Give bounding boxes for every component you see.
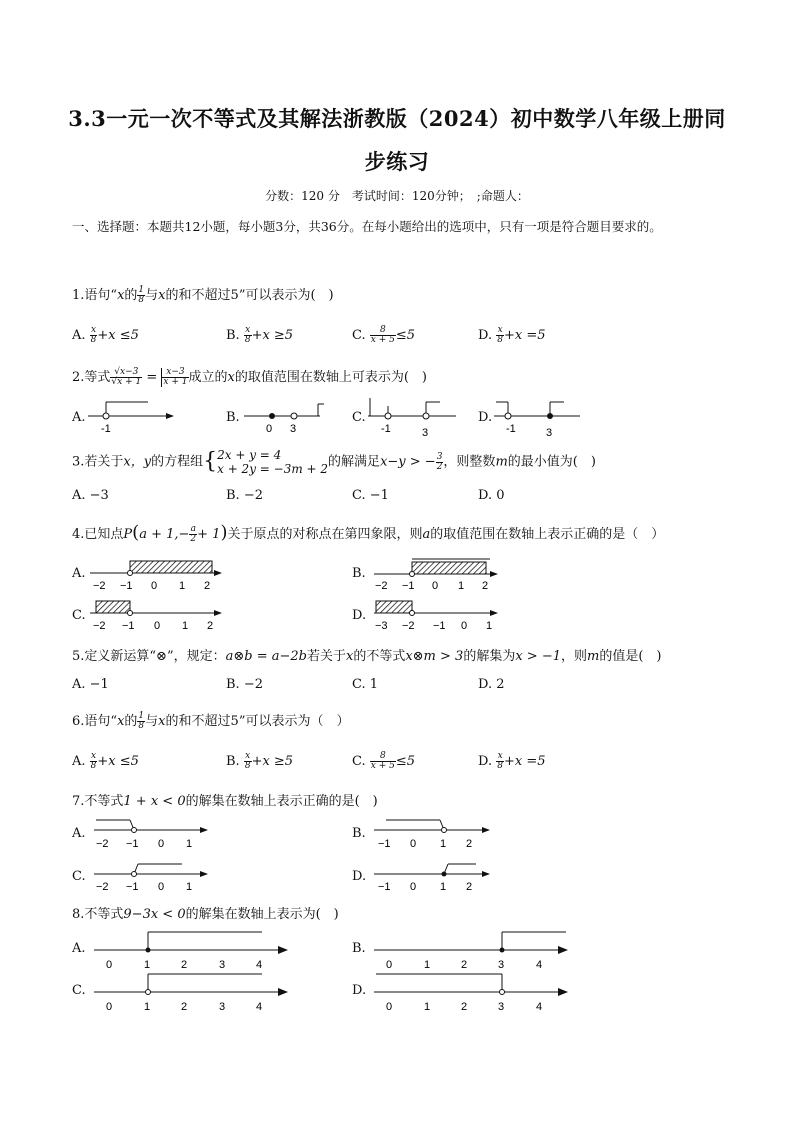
q7-number-line-a xyxy=(92,816,212,852)
svg-text:-1: -1 xyxy=(101,423,111,435)
q5-option-d[interactable]: D. 2 xyxy=(478,677,505,692)
q7-option-b[interactable]: B. xyxy=(352,826,366,841)
q4-number-line-a xyxy=(88,558,224,592)
svg-text:0: 0 xyxy=(151,580,158,592)
page-title-line2: 步练习 xyxy=(364,149,430,174)
svg-text:3: 3 xyxy=(219,1001,226,1013)
q7-number-line-c xyxy=(92,860,212,894)
q6-option-c[interactable]: C. $\frac{8}{x + 5}$ ≤5 xyxy=(352,751,416,771)
svg-text:0: 0 xyxy=(158,838,165,850)
svg-text:3: 3 xyxy=(498,959,505,971)
q3-option-b[interactable]: B. −2 xyxy=(226,488,263,503)
svg-text:0: 0 xyxy=(106,959,113,971)
q2-number-line-c xyxy=(366,394,462,438)
q3-option-a[interactable]: A. −3 xyxy=(72,488,109,503)
exam-meta: 分数：120 分 考试时间：120分钟； ;命题人： xyxy=(265,189,529,203)
svg-text:1: 1 xyxy=(440,838,447,850)
q6-option-b[interactable]: B. $\frac{x}{8}$ +x ≥5 xyxy=(226,751,294,771)
svg-text:0: 0 xyxy=(106,1001,113,1013)
svg-text:3: 3 xyxy=(422,427,429,438)
svg-text:1: 1 xyxy=(144,1001,151,1013)
q2-number-line-b xyxy=(242,398,326,438)
svg-text:−1: −1 xyxy=(120,580,133,592)
q5-option-c[interactable]: C. 1 xyxy=(352,677,379,692)
question-8: 8.不等式9−3x < 0的解集在数轴上表示为( ) xyxy=(72,907,339,922)
q4-option-b[interactable]: B. xyxy=(352,566,366,581)
question-6: 6.语句“x的 $\frac{1}{8}$ 与x的和不超过5”可以表示为（ ） xyxy=(72,711,350,731)
svg-text:0: 0 xyxy=(432,580,439,592)
svg-text:4: 4 xyxy=(536,1001,543,1013)
q4-option-a[interactable]: A. xyxy=(72,566,86,581)
svg-text:4: 4 xyxy=(256,959,263,971)
question-5: 5.定义新运算“⊗”，规定：a⊗b = a−2b若关于x的不等式x⊗m > 3的解集为x > −1，则m的值是( ) xyxy=(72,649,662,664)
svg-text:−2: −2 xyxy=(375,580,388,592)
svg-text:−2: −2 xyxy=(402,620,415,632)
svg-text:2: 2 xyxy=(181,1001,188,1013)
q4-number-line-d xyxy=(372,598,500,632)
q6-option-d[interactable]: D. $\frac{x}{8}$ +x =5 xyxy=(478,751,546,771)
q4-number-line-b xyxy=(372,556,500,592)
svg-text:1: 1 xyxy=(182,620,189,632)
svg-text:2: 2 xyxy=(181,959,188,971)
q7-number-line-d xyxy=(372,860,494,894)
svg-text:1: 1 xyxy=(144,959,151,971)
svg-text:−1: −1 xyxy=(126,838,139,850)
svg-text:2: 2 xyxy=(482,580,489,592)
svg-text:−3: −3 xyxy=(375,620,388,632)
svg-text:1: 1 xyxy=(424,959,431,971)
svg-text:2: 2 xyxy=(461,959,468,971)
question-2: 2.等式 $\frac{√x-3}{√x + 1}$ = $\frac{x-3}{x + 1}$ 成立的x的取值范围在数轴上可表示为( ) xyxy=(72,367,428,387)
q8-option-c[interactable]: C. xyxy=(72,983,86,998)
svg-text:−1: −1 xyxy=(126,881,139,893)
svg-text:−1: −1 xyxy=(122,620,135,632)
q2-option-d[interactable]: D. xyxy=(478,410,493,425)
question-3: 3.若关于x，y的方程组{ 2x + y = 4 x + 2y = −3m + 2 的解满足x−y > − $\frac{3}{2}$ ，则整数m的最小值为( ) xyxy=(72,448,596,476)
q8-number-line-b xyxy=(372,928,572,972)
svg-text:2: 2 xyxy=(461,1001,468,1013)
svg-text:2: 2 xyxy=(466,881,473,893)
svg-text:−2: −2 xyxy=(93,620,106,632)
svg-text:1: 1 xyxy=(458,580,465,592)
q1-option-b[interactable]: B. $\frac{x}{8}$ +x ≥5 xyxy=(226,325,294,345)
q4-option-c[interactable]: C. xyxy=(72,608,86,623)
svg-text:3: 3 xyxy=(290,423,297,435)
svg-text:0: 0 xyxy=(386,1001,393,1013)
svg-text:0: 0 xyxy=(266,423,273,435)
svg-text:0: 0 xyxy=(410,881,417,893)
svg-text:2: 2 xyxy=(204,580,211,592)
svg-text:0: 0 xyxy=(154,620,161,632)
svg-text:−1: −1 xyxy=(378,881,391,893)
fraction: $\frac{1}{8}$ xyxy=(138,285,145,305)
svg-text:-1: -1 xyxy=(381,423,391,435)
q1-option-a[interactable]: A. $\frac{x}{8}$ +x ≤5 xyxy=(72,325,139,345)
sqrt-fraction-rhs: $\frac{x-3}{x + 1}$ xyxy=(163,367,188,387)
svg-text:−1: −1 xyxy=(433,620,446,632)
sqrt-fraction-lhs: $\frac{√x-3}{√x + 1}$ xyxy=(111,367,142,387)
q7-option-a[interactable]: A. xyxy=(72,826,86,841)
q7-number-line-b xyxy=(372,816,494,852)
svg-text:3: 3 xyxy=(498,1001,505,1013)
q2-number-line-d xyxy=(492,394,586,438)
svg-text:0: 0 xyxy=(461,620,468,632)
svg-text:2: 2 xyxy=(466,838,473,850)
q7-option-d[interactable]: D. xyxy=(352,869,367,884)
svg-text:3: 3 xyxy=(219,959,226,971)
svg-text:−2: −2 xyxy=(96,838,109,850)
q2-number-line-a xyxy=(86,398,178,438)
svg-text:1: 1 xyxy=(186,838,193,850)
q8-option-d[interactable]: D. xyxy=(352,983,367,998)
question-1: 1.语句“x的 $\frac{1}{8}$ 与x的和不超过5”可以表示为( ) xyxy=(72,285,334,305)
question-4: 4.已知点P(a + 1,− $\frac{a}{2}$ + 1)关于原点的对称点在第四象限，则a的取值范围在数轴上表示正确的是（ ） xyxy=(72,522,665,544)
svg-text:1: 1 xyxy=(424,1001,431,1013)
svg-text:−1: −1 xyxy=(402,580,415,592)
q1-option-d[interactable]: D. $\frac{x}{8}$ +x =5 xyxy=(478,325,546,345)
q7-option-c[interactable]: C. xyxy=(72,869,86,884)
svg-text:0: 0 xyxy=(158,881,165,893)
q4-option-d[interactable]: D. xyxy=(352,608,367,623)
section-instructions: 一、选择题：本题共12小题，每小题3分，共36分。在每小题给出的选项中，只有一项是符合题目要求的。 xyxy=(72,219,662,234)
svg-text:−1: −1 xyxy=(378,838,391,850)
q5-option-a[interactable]: A. −1 xyxy=(72,677,109,692)
svg-text:−2: −2 xyxy=(96,881,109,893)
q3-option-d[interactable]: D. 0 xyxy=(478,488,505,503)
q8-number-line-a xyxy=(92,928,292,972)
q8-number-line-d xyxy=(372,970,572,1014)
svg-text:1: 1 xyxy=(440,881,447,893)
svg-text:-1: -1 xyxy=(506,423,516,435)
q5-option-b[interactable]: B. −2 xyxy=(226,677,263,692)
q4-number-line-c xyxy=(88,598,224,632)
svg-text:0: 0 xyxy=(410,838,417,850)
q2-option-b[interactable]: B. xyxy=(226,410,240,425)
svg-text:2: 2 xyxy=(207,620,214,632)
q1-option-c[interactable]: C. $\frac{8}{x + 5}$ ≤5 xyxy=(352,325,416,345)
svg-text:3: 3 xyxy=(546,427,553,438)
q8-option-b[interactable]: B. xyxy=(352,941,366,956)
q6-option-a[interactable]: A. $\frac{x}{8}$ +x ≤5 xyxy=(72,751,139,771)
q2-option-a[interactable]: A. xyxy=(72,410,86,425)
q8-number-line-c xyxy=(92,970,292,1014)
svg-text:4: 4 xyxy=(256,1001,263,1013)
svg-text:1: 1 xyxy=(179,580,186,592)
svg-text:1: 1 xyxy=(486,620,493,632)
page-title: 3.3一元一次不等式及其解法浙教版（2024）初中数学八年级上册同 xyxy=(68,106,726,131)
q3-option-c[interactable]: C. −1 xyxy=(352,488,389,503)
q2-option-c[interactable]: C. xyxy=(352,410,366,425)
svg-text:4: 4 xyxy=(536,959,543,971)
q8-option-a[interactable]: A. xyxy=(72,941,86,956)
question-7: 7.不等式1 + x < 0的解集在数轴上表示正确的是( ) xyxy=(72,794,378,809)
svg-text:0: 0 xyxy=(386,959,393,971)
svg-text:1: 1 xyxy=(186,881,193,893)
svg-text:−2: −2 xyxy=(93,580,106,592)
